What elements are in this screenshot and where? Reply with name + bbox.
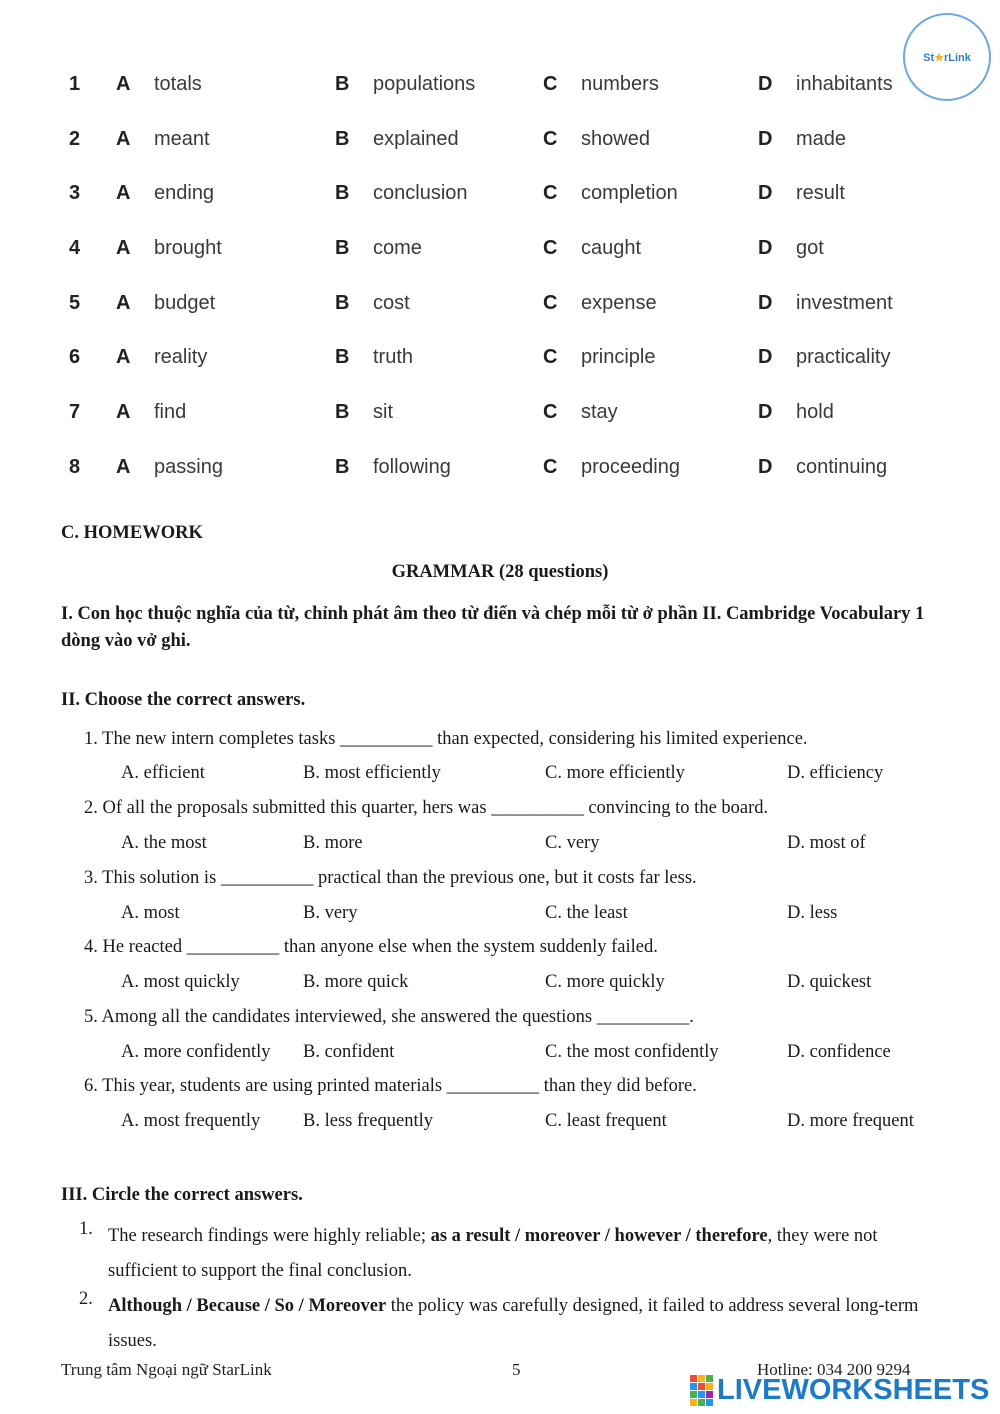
option-d[interactable]: continuing bbox=[796, 455, 888, 478]
option-b[interactable]: cost bbox=[373, 291, 410, 314]
answer-option-c[interactable]: C. least frequent bbox=[545, 1111, 667, 1131]
option-d[interactable]: practicality bbox=[796, 346, 891, 369]
option-a[interactable]: brought bbox=[154, 237, 222, 260]
answer-option-d[interactable]: D. more frequent bbox=[787, 1111, 914, 1131]
option-a[interactable]: find bbox=[154, 401, 187, 424]
option-b[interactable]: following bbox=[373, 455, 451, 478]
answer-option-c[interactable]: C. the most confidently bbox=[545, 1042, 719, 1062]
letter-c: C bbox=[543, 401, 558, 424]
answer-option-a[interactable]: A. most bbox=[121, 903, 180, 923]
option-c[interactable]: numbers bbox=[581, 73, 659, 95]
letter-a: A bbox=[116, 401, 131, 424]
letter-d: D bbox=[758, 455, 773, 478]
option-a[interactable]: ending bbox=[154, 182, 215, 205]
item-number: 3 bbox=[69, 182, 81, 205]
footer-center-name: Trung tâm Ngoại ngữ StarLink bbox=[61, 1360, 272, 1379]
answer-option-b[interactable]: B. confident bbox=[303, 1042, 395, 1062]
option-a[interactable]: totals bbox=[154, 73, 202, 95]
star-icon: ★ bbox=[934, 51, 944, 64]
item-number: 1 bbox=[69, 73, 81, 95]
part2-heading: II. Choose the correct answers. bbox=[61, 690, 306, 710]
vocab-row bbox=[0, 442, 1000, 497]
letter-b: B bbox=[335, 237, 350, 260]
answer-option-b[interactable]: B. less frequently bbox=[303, 1111, 433, 1131]
letter-a: A bbox=[116, 127, 131, 150]
answer-option-a[interactable]: A. most quickly bbox=[121, 972, 240, 992]
letter-c: C bbox=[543, 346, 558, 369]
item-number: 8 bbox=[69, 455, 81, 478]
vocab-row bbox=[0, 332, 1000, 387]
item-number: 4 bbox=[69, 237, 81, 260]
answer-option-a[interactable]: A. more confidently bbox=[121, 1042, 271, 1062]
answer-choices[interactable]: Although / Because / So / Moreover bbox=[108, 1296, 387, 1316]
option-c[interactable]: stay bbox=[581, 401, 618, 424]
option-b[interactable]: sit bbox=[373, 401, 393, 424]
answer-option-b[interactable]: B. more quick bbox=[303, 972, 409, 992]
option-d[interactable]: got bbox=[796, 237, 824, 260]
liveworksheets-watermark bbox=[690, 1374, 989, 1407]
letter-d: D bbox=[758, 401, 773, 424]
page-number: 5 bbox=[512, 1360, 521, 1379]
letter-a: A bbox=[116, 237, 131, 260]
letter-a: A bbox=[116, 346, 131, 369]
question-text: 6. This year, students are using printed materials __________ than they did before. bbox=[84, 1076, 697, 1096]
option-a[interactable]: meant bbox=[154, 127, 210, 150]
letter-b: B bbox=[335, 401, 350, 424]
letter-c: C bbox=[543, 182, 558, 205]
answer-option-d[interactable]: D. efficiency bbox=[787, 763, 884, 783]
option-c[interactable]: principle bbox=[581, 346, 656, 369]
letter-b: B bbox=[335, 291, 350, 314]
option-d[interactable]: made bbox=[796, 127, 847, 150]
option-d[interactable]: inhabitants bbox=[796, 73, 893, 95]
circle-question-text: The research findings were highly reliable; as a result / moreover / however / therefore, they were not sufficient to support the final conclusion. bbox=[108, 1226, 878, 1281]
question-text: 3. This solution is __________ practical than the previous one, but it costs far less. bbox=[84, 868, 697, 888]
instruction-vocabulary: I. Con học thuộc nghĩa của từ, chỉnh phát âm theo từ điển và chép mỗi từ ở phần II. Cambridge Vocabulary 1 dòng vào vở ghi. bbox=[61, 604, 925, 651]
answer-options bbox=[0, 903, 1000, 927]
vocab-row bbox=[0, 387, 1000, 442]
answer-option-d[interactable]: D. confidence bbox=[787, 1042, 891, 1062]
option-c[interactable]: expense bbox=[581, 291, 657, 314]
answer-option-b[interactable]: B. most efficiently bbox=[303, 763, 441, 783]
option-b[interactable]: come bbox=[373, 237, 422, 260]
answer-option-d[interactable]: D. less bbox=[787, 903, 838, 923]
letter-b: B bbox=[335, 73, 350, 95]
option-d[interactable]: hold bbox=[796, 401, 834, 424]
letter-b: B bbox=[335, 127, 350, 150]
letter-a: A bbox=[116, 291, 131, 314]
option-d[interactable]: investment bbox=[796, 291, 893, 314]
section-heading: C. HOMEWORK bbox=[61, 523, 203, 543]
answer-options bbox=[0, 833, 1000, 857]
letter-a: A bbox=[116, 73, 131, 95]
letter-d: D bbox=[758, 237, 773, 260]
letter-b: B bbox=[335, 455, 350, 478]
option-c[interactable]: caught bbox=[581, 237, 642, 260]
circle-question-text: Although / Because / So / Moreover the policy was carefully designed, it failed to address several long-term issues. bbox=[108, 1296, 919, 1351]
answer-options bbox=[0, 1111, 1000, 1135]
answer-option-a[interactable]: A. most frequently bbox=[121, 1111, 261, 1131]
circle-question-number: 2. bbox=[79, 1289, 93, 1309]
vocab-row bbox=[0, 223, 1000, 278]
circle-question-number: 1. bbox=[79, 1219, 93, 1239]
letter-a: A bbox=[116, 455, 131, 478]
option-d[interactable]: result bbox=[796, 182, 845, 205]
answer-option-b[interactable]: B. more bbox=[303, 833, 363, 853]
item-number: 2 bbox=[69, 127, 81, 150]
letter-a: A bbox=[116, 182, 131, 205]
option-c[interactable]: showed bbox=[581, 127, 650, 150]
item-number: 7 bbox=[69, 401, 81, 424]
letter-d: D bbox=[758, 182, 773, 205]
vocab-row bbox=[0, 114, 1000, 169]
liveworksheets-icon bbox=[690, 1375, 713, 1406]
vocabulary-options-table bbox=[0, 59, 1000, 497]
answer-choices[interactable]: as a result / moreover / however / therefore bbox=[430, 1226, 768, 1246]
vocab-row bbox=[0, 168, 1000, 223]
question-text: 4. He reacted __________ than anyone else when the system suddenly failed. bbox=[84, 937, 658, 957]
part3-heading: III. Circle the correct answers. bbox=[61, 1185, 303, 1205]
option-a[interactable]: passing bbox=[154, 455, 223, 478]
answer-option-c[interactable]: C. more quickly bbox=[545, 972, 665, 992]
answer-option-c[interactable]: C. very bbox=[545, 833, 600, 853]
answer-option-d[interactable]: D. quickest bbox=[787, 972, 872, 992]
logo-text: St★rLink bbox=[923, 51, 971, 64]
option-a[interactable]: budget bbox=[154, 291, 216, 314]
letter-c: C bbox=[543, 237, 558, 260]
question-text: 1. The new intern completes tasks __________ than expected, considering his limited experience. bbox=[84, 729, 808, 749]
option-a[interactable]: reality bbox=[154, 346, 208, 369]
answer-option-b[interactable]: B. very bbox=[303, 903, 358, 923]
answer-option-c[interactable]: C. more efficiently bbox=[545, 763, 685, 783]
answer-option-a[interactable]: A. efficient bbox=[121, 763, 205, 783]
item-number: 5 bbox=[69, 291, 81, 314]
option-b[interactable]: conclusion bbox=[373, 182, 468, 205]
letter-d: D bbox=[758, 346, 773, 369]
letter-d: D bbox=[758, 73, 773, 95]
letter-b: B bbox=[335, 346, 350, 369]
grammar-heading: GRAMMAR (28 questions) bbox=[391, 562, 609, 582]
answer-options bbox=[0, 763, 1000, 787]
letter-d: D bbox=[758, 291, 773, 314]
option-c[interactable]: completion bbox=[581, 182, 678, 205]
letter-d: D bbox=[758, 127, 773, 150]
option-b[interactable]: truth bbox=[373, 346, 414, 369]
answer-options bbox=[0, 972, 1000, 996]
option-c[interactable]: proceeding bbox=[581, 455, 680, 478]
letter-c: C bbox=[543, 455, 558, 478]
letter-c: C bbox=[543, 73, 558, 95]
answer-options bbox=[0, 1042, 1000, 1066]
question-text: 5. Among all the candidates interviewed, she answered the questions __________. bbox=[84, 1007, 694, 1027]
letter-c: C bbox=[543, 291, 558, 314]
item-number: 6 bbox=[69, 346, 81, 369]
watermark-text: LIVEWORKSHEETS bbox=[717, 1374, 990, 1406]
letter-c: C bbox=[543, 127, 558, 150]
vocab-row bbox=[0, 278, 1000, 333]
option-b[interactable]: explained bbox=[373, 127, 459, 150]
letter-b: B bbox=[335, 182, 350, 205]
option-b[interactable]: populations bbox=[373, 73, 476, 95]
answer-option-a[interactable]: A. the most bbox=[121, 833, 207, 853]
answer-option-d[interactable]: D. most of bbox=[787, 833, 866, 853]
question-text: 2. Of all the proposals submitted this quarter, hers was __________ convincing to the board. bbox=[84, 798, 769, 818]
vocab-row bbox=[0, 59, 1000, 114]
answer-option-c[interactable]: C. the least bbox=[545, 903, 628, 923]
footer-hotline: Hotline: 034 200 9294 bbox=[757, 1360, 911, 1379]
